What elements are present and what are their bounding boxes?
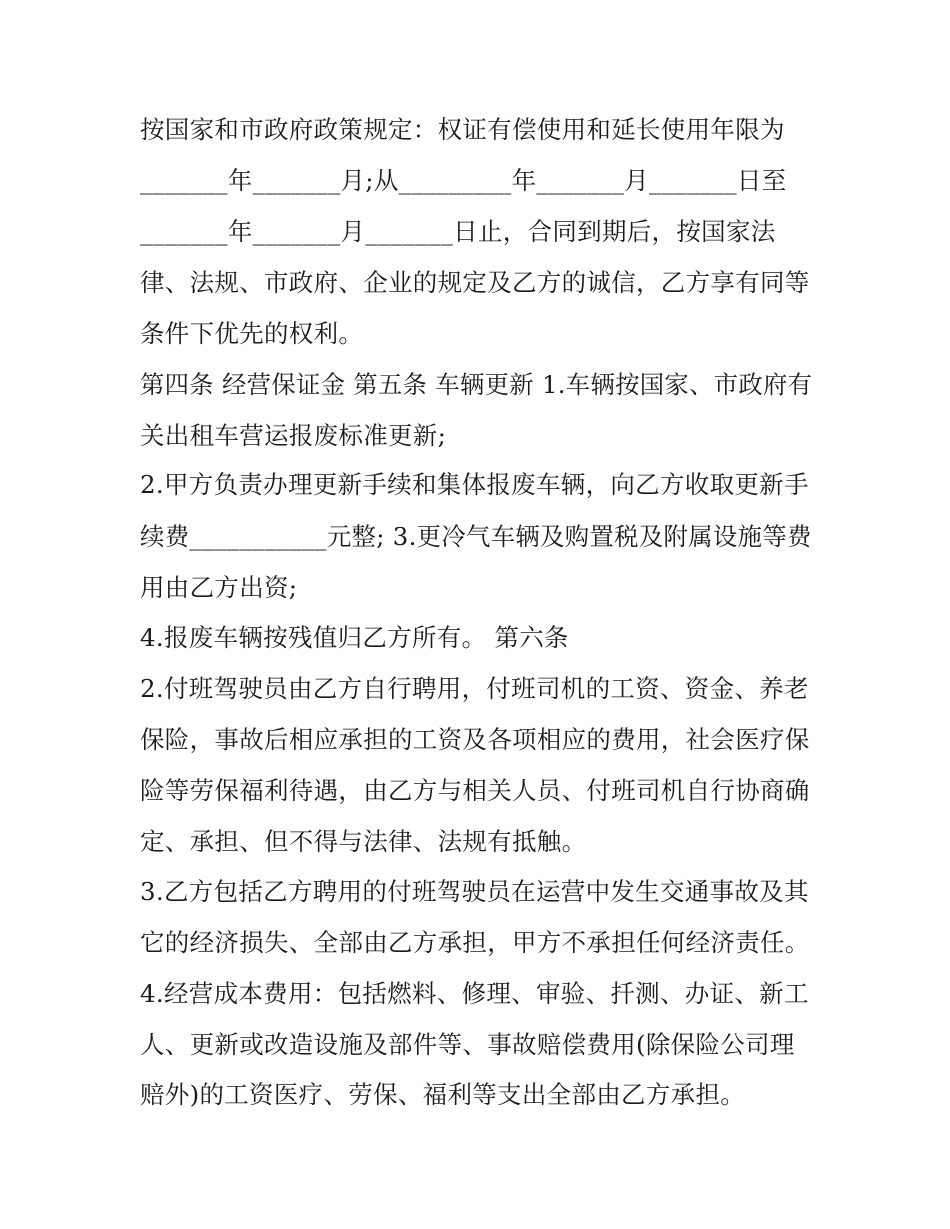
text-line-14: 险等劳保福利待遇，由乙方与相关人员、付班司机自行协商确 <box>140 776 810 805</box>
text-line-19: 人、更新或改造设施及部件等、事故赔偿费用(除保险公司理 <box>140 1030 795 1059</box>
text-line-4: 律、法规、市政府、企业的规定及乙方的诚信，乙方享有同等 <box>140 268 810 297</box>
text-line-7: 关出租车营运报废标准更新; <box>140 421 447 450</box>
text-line-10: 用由乙方出资; <box>140 573 298 602</box>
text-line-5: 条件下优先的权利。 <box>140 319 364 348</box>
text-line-1: 按国家和市政府政策规定：权证有偿使用和延长使用年限为 <box>140 115 785 144</box>
text-line-18: 4.经营成本费用：包括燃料、修理、审验、扦测、办证、新工 <box>140 979 809 1008</box>
text-line-12: 2.付班驾驶员由乙方自行聘用，付班司机的工资、资金、养老 <box>140 674 809 703</box>
text-line-3: _______年_______月_______日止，合同到期后，按国家法 <box>140 217 776 246</box>
text-line-17: 它的经济损失、全部由乙方承担，甲方不承担任何经济责任。 <box>140 928 810 957</box>
text-line-8: 2.甲方负责办理更新手续和集体报废车辆，向乙方收取更新手 <box>140 470 809 499</box>
text-line-9: 续费___________元整; 3.更冷气车辆及购置税及附属设施等费 <box>140 522 812 551</box>
text-line-15: 定、承担、但不得与法律、法规有抵触。 <box>140 827 587 856</box>
text-line-2: _______年_______月;从_________年_______月_______日至 <box>140 166 787 195</box>
text-line-13: 保险，事故后相应承担的工资及各项相应的费用，社会医疗保 <box>140 725 810 754</box>
text-line-20: 赔外)的工资医疗、劳保、福利等支出全部由乙方承担。 <box>140 1080 746 1109</box>
text-line-11: 4.报废车辆按残值归乙方所有。 第六条 <box>140 623 569 652</box>
text-line-16: 3.乙方包括乙方聘用的付班驾驶员在运营中发生交通事故及其 <box>140 877 809 906</box>
text-line-6: 第四条 经营保证金 第五条 车辆更新 1.车辆按国家、市政府有 <box>140 370 813 399</box>
